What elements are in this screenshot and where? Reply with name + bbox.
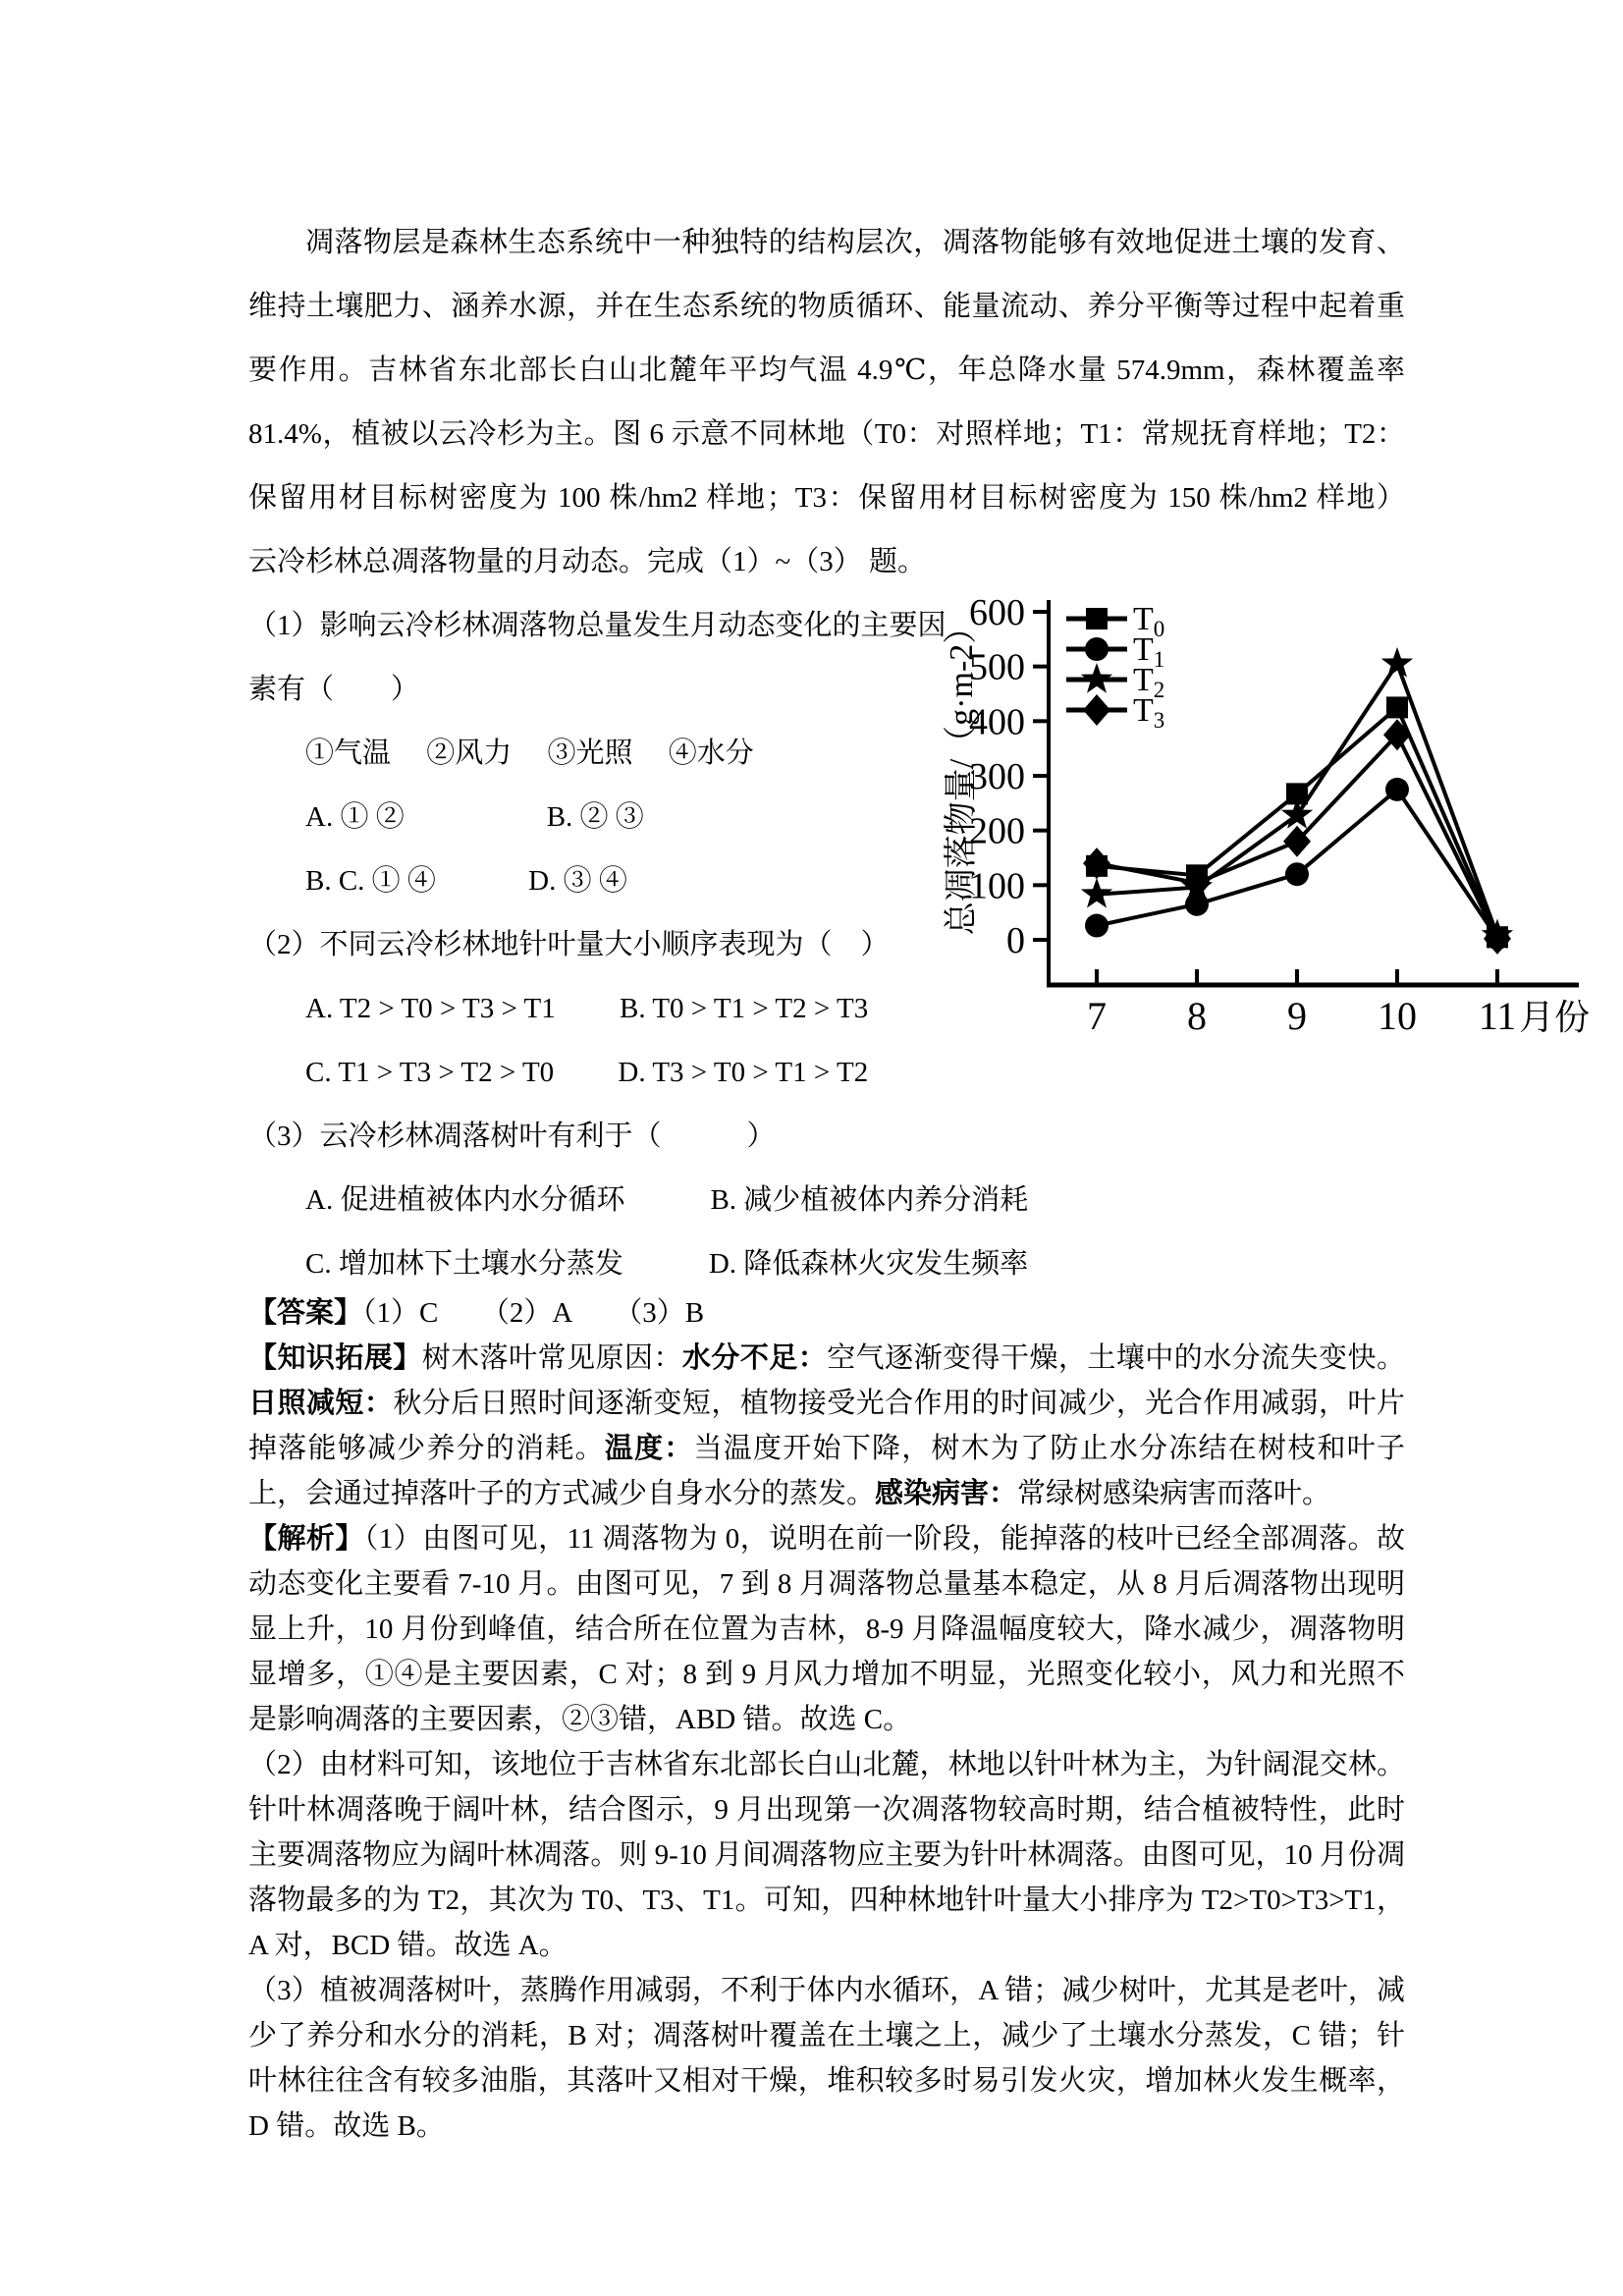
solution-paragraph <box>248 1336 1405 1516</box>
legend-label: $T_3$ <box>1133 692 1165 733</box>
y-tick-label: 500 <box>969 646 1025 688</box>
key-term: 【知识拓展】 <box>248 1342 422 1374</box>
y-tick-label: 600 <box>969 592 1025 633</box>
question-line: ①气温 ②风力 ③光照 ④水分 <box>248 738 754 769</box>
intro-line: 维持土壤肥力、涵养水源，并在生态系统的物质循环、能量流动、养分平衡等过程中起着重 <box>248 291 1405 322</box>
y-tick-label: 400 <box>969 701 1025 743</box>
intro-line: 要作用。吉林省东北部长白山北麓年平均气温 4.9℃，年总降水量 574.9mm，森林覆盖率 <box>248 355 1405 386</box>
data-point-T2-month10 <box>1381 647 1413 678</box>
question-line: （3）云冷杉林凋落树叶有利于（ ） <box>248 1121 776 1152</box>
solution-text: （1）C （2）A （3）B <box>362 1297 705 1329</box>
question-line: C. T1 > T3 > T2 > T0 D. T3 > T0 > T1 > T2 <box>248 1057 869 1088</box>
data-point-T1-month7 <box>1085 914 1109 938</box>
data-point-T1-month10 <box>1385 778 1409 801</box>
intro-line: 保留用材目标树密度为 100 株/hm2 样地；T3：保留用材目标树密度为 150 株/hm2 样地） <box>248 482 1405 514</box>
question-line: （1）影响云冷杉林凋落物总量发生月动态变化的主要因 <box>248 610 947 641</box>
key-term: 温度： <box>604 1433 694 1464</box>
question-line: A. T2 > T0 > T3 > T1 B. T0 > T1 > T2 > T3 <box>248 993 869 1024</box>
key-term: 日照减短： <box>248 1388 394 1419</box>
question-line: A. ① ② B. ② ③ <box>248 801 644 833</box>
solution-text: 当温度开始下降，树木为了防止水分冻结在树枝和叶子上，会通过掉落叶子的方式减少自身水分的蒸发。 <box>248 1433 1405 1509</box>
solution-text: 树木落叶常见原因： <box>421 1342 682 1374</box>
intro-line: 云冷杉林总凋落物量的月动态。完成（1）~（3） 题。 <box>248 546 926 577</box>
x-tick-label: 9 <box>1287 994 1307 1038</box>
x-tick-label: 10 <box>1378 994 1417 1038</box>
diamond-marker <box>1083 694 1110 726</box>
legend-item-T3 <box>1066 692 1164 733</box>
intro-paragraph <box>248 211 1405 594</box>
legend-label: $T_0$ <box>1133 601 1165 641</box>
solution-text: 常绿树感染病害而落叶。 <box>1017 1478 1331 1509</box>
solution-text: （1）由图可见，11 凋落物为 0，说明在前一阶段，能掉落的枝叶已经全部凋落。故动态变化主要看 7-10 月。由图可见，7 到 8 月凋落物总量基本稳定，从 8 月后凋落物出现明显上升，10 月份到峰值，结合所在位置为吉林，8-9 月降温幅度较大，降水减少，凋落物明显增多，①④是主要因素，C 对；8 到 9 月风力增加不明显，光照变化较小，风力和光照不是影响凋落的主要因素，②③错，ABD 错。故选 C。 <box>248 1523 1405 1735</box>
data-point-T1-month9 <box>1285 862 1309 886</box>
y-tick-label: 100 <box>969 865 1025 907</box>
key-term: 水分不足： <box>681 1342 828 1374</box>
intro-line: 凋落物层是森林生态系统中一种独特的结构层次，凋落物能够有效地促进土壤的发育、 <box>305 227 1405 258</box>
question-line: （2）不同云冷杉林地针叶量大小顺序表现为（ ） <box>248 929 890 960</box>
legend-label: $T_2$ <box>1133 662 1165 702</box>
key-term: 【解析】 <box>248 1523 364 1555</box>
x-axis-label: 月份 <box>1519 998 1591 1037</box>
y-tick-label: 300 <box>969 756 1025 797</box>
key-term: 感染病害： <box>875 1478 1018 1509</box>
question-line: C. 增加林下土壤水分蒸发 D. 降低森林火灾发生频率 <box>248 1248 1029 1280</box>
solution-paragraph <box>248 1742 1405 1968</box>
series-line-T0 <box>1097 707 1497 937</box>
litterfall-line-chart <box>923 565 1610 1048</box>
y-tick-label: 0 <box>1006 920 1025 961</box>
legend-label: $T_1$ <box>1133 631 1165 672</box>
chart-canvas <box>923 565 1610 1048</box>
data-point-T0-month10 <box>1386 696 1408 718</box>
solution-text: （3）植被凋落树叶，蒸腾作用减弱，不利于体内水循环，A 错；减少树叶，尤其是老叶，减少了养分和水分的消耗，B 对；凋落树叶覆盖在土壤之上，减少了土壤水分蒸发，C 错；针叶林往往含有较多油脂，其落叶又相对干燥，堆积较多时易引发火灾，增加林火发生概率，D 错。故选 B。 <box>248 1975 1405 2142</box>
data-point-T2-month7 <box>1081 878 1112 908</box>
y-tick-label: 200 <box>969 810 1025 852</box>
square-marker <box>1086 608 1108 629</box>
intro-line: 81.4%，植被以云冷杉为主。图 6 示意不同林地（T0：对照样地；T1：常规抚育样地；T2： <box>248 418 1405 450</box>
x-tick-label: 11 <box>1478 994 1517 1038</box>
key-term: 【答案】 <box>248 1297 363 1329</box>
question-line: B. C. ① ④ D. ③ ④ <box>248 865 627 897</box>
solution-paragraph <box>248 1968 1405 2149</box>
solution-text: 空气逐渐变得干燥，土壤中的水分流失变快。 <box>827 1342 1405 1374</box>
x-tick-label: 7 <box>1087 994 1107 1038</box>
text-column <box>248 211 1405 2149</box>
star-marker <box>1081 663 1112 693</box>
solution-paragraph <box>248 1516 1405 1742</box>
x-tick-label: 8 <box>1187 994 1207 1038</box>
solution-text: 秋分后日照时间逐渐变短，植物接受光合作用的时间减少，光合作用减弱，叶片掉落能够减少养分的消耗。 <box>248 1388 1405 1464</box>
solution-block <box>248 1290 1405 2149</box>
question-line: A. 促进植被体内水分循环 B. 减少植被体内养分消耗 <box>248 1184 1029 1216</box>
question-line: 素有（ ） <box>248 674 420 705</box>
solution-text: （2）由材料可知，该地位于吉林省东北部长白山北麓，林地以针叶林为主，为针阔混交林。针叶林凋落晚于阔叶林，结合图示，9 月出现第一次凋落物较高时期，结合植被特性，此时主要凋落物应为阔叶林凋落。则 9-10 月间凋落物应主要为针叶林凋落。由图可见，10 月份凋落物最多的为 T2，其次为 T0、T3、T1。可知，四种林地针叶量大小排序为 T2>T0>T3>T1，A 对，BCD 错。故选 A。 <box>248 1749 1405 1961</box>
solution-paragraph <box>248 1290 1405 1336</box>
circle-marker <box>1085 637 1109 661</box>
y-axis-label: 总凋落物量/（g·m-2） <box>944 610 980 936</box>
